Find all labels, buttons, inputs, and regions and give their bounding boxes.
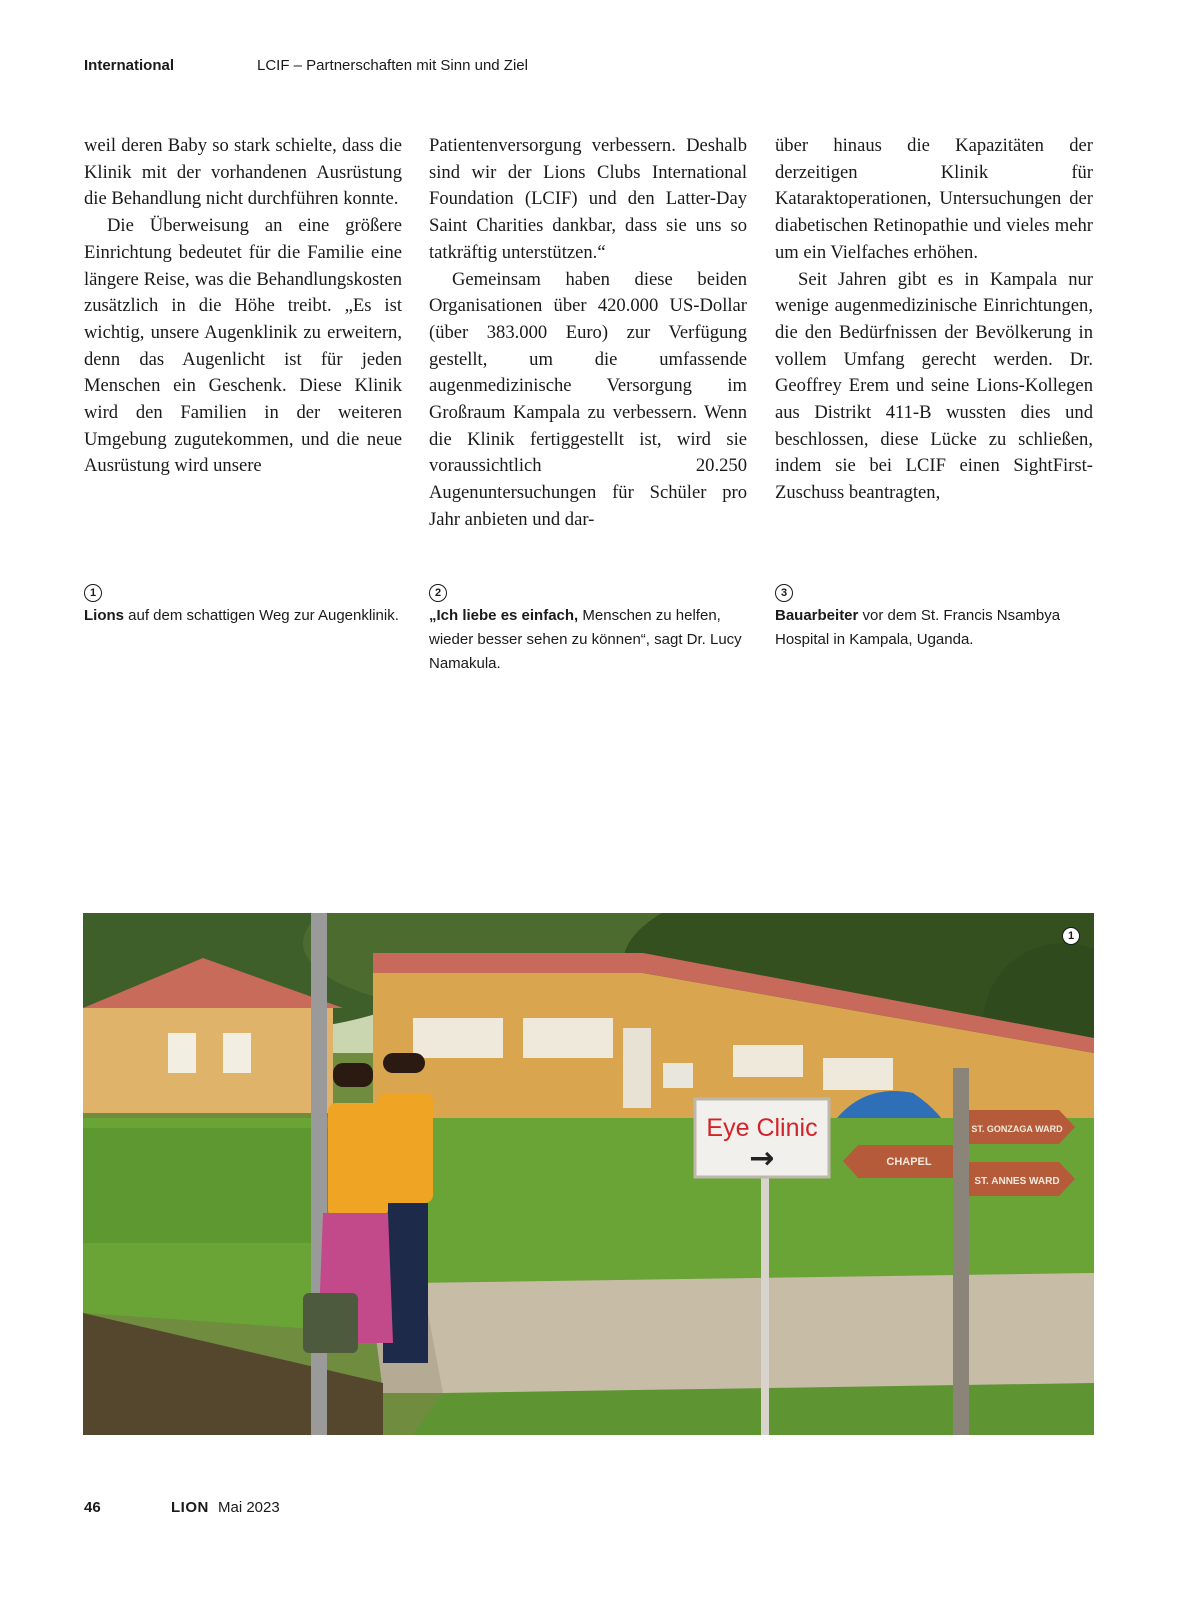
sign-st-gonzaga-ward: ST. GONZAGA WARD (971, 1124, 1063, 1134)
article-running-title: LCIF – Partnerschaften mit Sinn und Ziel (257, 57, 528, 74)
article-photo (83, 913, 1094, 1435)
caption-text (775, 604, 1093, 652)
sign-st-annes-ward: ST. ANNES WARD (974, 1176, 1060, 1187)
issue-date: Mai 2023 (218, 1499, 280, 1516)
text-column-2 (429, 133, 747, 534)
caption-number-badge: 2 (429, 584, 447, 602)
caption-number-badge: 1 (84, 584, 102, 602)
paragraph: Patientenversorgung verbessern. Deshalb sind wir der Lions Clubs International Foundation (LCIF) und den Latter-Day Saint Charities dankbar, dass sie uns so tatkräftig unterstützen.“ (429, 135, 747, 263)
photo-caption-2 (429, 580, 747, 676)
photo-caption-3 (775, 580, 1093, 652)
caption-lead: Bauarbeiter (775, 607, 859, 624)
caption-rest: vor dem St. Francis Nsambya Hospital in Kampala, Uganda. (775, 607, 1061, 648)
caption-number-badge: 3 (775, 584, 793, 602)
text-column-3 (775, 133, 1093, 507)
caption-rest: auf dem schattigen Weg zur Augenklinik. (124, 607, 399, 624)
paragraph: Gemeinsam haben diese beiden Organisationen über 420.000 US-Dollar (über 383.000 Euro) zur Verfügung gestellt, um die umfassende augenmedizinische Versorgung im Großraum Kampala zu verbessern. Wenn die Klinik fertiggestellt ist, wird sie voraussichtlich 20.250 Augenuntersuchungen für Schüler pro Jahr anbieten und dar- (429, 268, 747, 530)
sign-chapel: CHAPEL (886, 1156, 932, 1168)
page-number: 46 (84, 1499, 101, 1516)
paragraph: weil deren Baby so stark schielte, dass die Klinik mit der vorhandenen Ausrüstung die Behandlung nicht durchführen konnte. (84, 135, 402, 210)
photo-illustration (83, 913, 1094, 1435)
caption-lead: „Ich liebe es einfach, (429, 607, 579, 624)
sign-eye-clinic: Eye Clinic (706, 1114, 818, 1142)
paragraph: Seit Jahren gibt es in Kampala nur wenige augenmedizinische Einrichtungen, die den Bedürfnissen der Bevölkerung in vollem Umfang gerecht werden. Dr. Geoffrey Erem und seine Lions-Kollegen aus Distrikt 411-B wussten dies und beschlossen, diese Lücke zu schließen, indem sie bei LCIF einen SightFirst-Zuschuss beantragten, (775, 268, 1093, 504)
paragraph: über hinaus die Kapazitäten der derzeitigen Klinik für Kataraktoperationen, Untersuchungen der diabetischen Retinopathie und vieles mehr um ein Vielfaches erhöhen. (775, 135, 1093, 263)
caption-text (429, 604, 747, 676)
text-column-1 (84, 133, 402, 480)
page-header (84, 57, 1094, 79)
magazine-name: LION (171, 1499, 209, 1516)
paragraph: Die Überweisung an eine größere Einrichtung bedeutet für die Familie eine längere Reise, was die Behandlungskosten zusätzlich in die Höhe treibt. „Es ist wichtig, unsere Augenklinik zu erweitern, denn das Augenlicht ist für jeden Menschen ein Geschenk. Diese Klinik wird den Familien in der weiteren Umgebung zugutekommen, und die neue Ausrüstung wird unsere (84, 215, 402, 477)
caption-rest: Menschen zu helfen, wieder besser sehen zu können“, sagt Dr. Lucy Namakula. (429, 607, 742, 672)
photo-caption-1 (84, 580, 402, 628)
photo-number-badge: 1 (1062, 927, 1080, 945)
section-label: International (84, 57, 175, 74)
sign-arrow: → (749, 1141, 775, 1176)
caption-lead: Lions (84, 607, 124, 624)
caption-text (84, 604, 402, 628)
